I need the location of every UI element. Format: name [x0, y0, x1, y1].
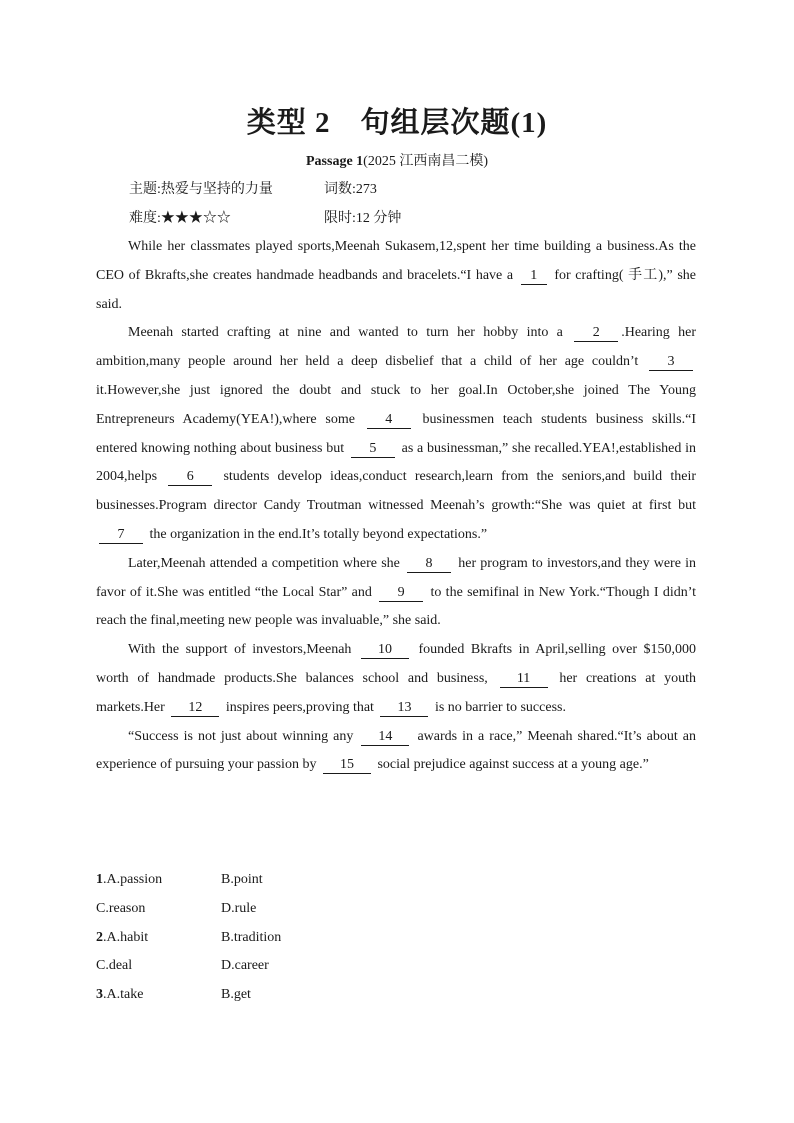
time-limit-label: 限时:	[324, 211, 356, 226]
text-run: the organization in the end.It’s totally beyond expectations.”	[149, 526, 488, 542]
option-b[interactable]: B.point	[221, 872, 263, 887]
text-run: founded Bkrafts in April,selling over $150,000 worth of handmade products.She balances school and business,	[96, 642, 697, 686]
option-b[interactable]: B.get	[221, 987, 251, 1003]
text-run: awards in a race,” Meenah shared.“It’s about an experience of pursuing your passion by	[96, 728, 696, 773]
time-limit-value: 12 分钟	[355, 211, 402, 226]
text-run: as a businessman,” she recalled.YEA!,established in 2004,helps	[96, 440, 696, 485]
option-c[interactable]: C.deal	[96, 958, 133, 974]
question-2-row-ab	[96, 924, 282, 953]
text-run: students develop ideas,conduct research,learn from the seniors,and build their businesses.Program director Candy Troutman witnessed Meenah’s growth:“She was quiet at first but	[96, 469, 697, 514]
question-number: 2	[96, 929, 103, 945]
option-a[interactable]: .A.take	[103, 987, 144, 1003]
blank-3[interactable]: 3	[649, 354, 693, 371]
paragraph-2	[96, 319, 696, 549]
blank-10[interactable]: 10	[361, 642, 409, 659]
meta-row-topic	[129, 178, 377, 198]
text-run: to the semifinal in New York.“Though I didn’t reach the final,meeting new people was invaluable,” she said.	[96, 584, 697, 629]
text-run: “Success is not just about winning any	[128, 728, 354, 744]
passage-label: Passage 1	[306, 154, 364, 169]
text-run: inspires peers,proving that	[225, 699, 374, 715]
blank-4[interactable]: 4	[367, 412, 411, 429]
blank-5[interactable]: 5	[351, 441, 395, 458]
meta-row-difficulty	[129, 207, 402, 227]
option-a[interactable]: .A.passion	[103, 872, 163, 887]
blank-8[interactable]: 8	[407, 556, 451, 573]
question-1-row-ab	[96, 866, 263, 895]
text-run: is no barrier to success.	[434, 699, 566, 715]
question-2-row-cd	[96, 952, 269, 981]
text-run: it.However,she just ignored the doubt and stuck to her goal.In October,she joined The Young Entrepreneurs Academy(YEA!),where some	[96, 382, 696, 427]
blank-13[interactable]: 13	[380, 700, 428, 717]
option-d[interactable]: D.rule	[221, 900, 257, 916]
time-limit	[324, 207, 401, 227]
text-run: Meenah started crafting at nine and wanted to turn her hobby into a	[128, 325, 563, 341]
blank-7[interactable]: 7	[99, 527, 143, 544]
page-title: 类型 2 句组层次题(1)	[246, 107, 548, 139]
word-count-label: 词数:	[324, 182, 356, 197]
blank-2[interactable]: 2	[574, 325, 618, 342]
blank-11[interactable]: 11	[500, 671, 548, 688]
text-run: Later,Meenah attended a competition where she	[128, 555, 400, 571]
text-run: for crafting( 手工),” she said.	[96, 267, 697, 312]
text-run: her creations at youth markets.Her	[96, 670, 697, 715]
passage-subtitle	[0, 150, 794, 170]
difficulty-stars: ★★★☆☆	[160, 211, 231, 226]
option-c[interactable]: C.reason	[96, 900, 146, 916]
paragraph-5	[96, 723, 696, 781]
question-number: 1	[96, 872, 103, 887]
blank-1[interactable]: 1	[521, 268, 547, 285]
blank-6[interactable]: 6	[168, 469, 212, 486]
blank-9[interactable]: 9	[379, 585, 423, 602]
difficulty-label: 难度:	[129, 211, 161, 226]
topic-label: 主题:	[129, 182, 161, 197]
passage-body	[96, 233, 696, 780]
text-run: her program to investors,and they were in favor of it.She was entitled “the Local Star” and	[96, 555, 696, 600]
option-a[interactable]: .A.habit	[103, 929, 149, 945]
word-count-value: 273	[355, 182, 377, 197]
paragraph-1	[96, 233, 696, 319]
paragraph-3	[96, 550, 696, 636]
text-run: social prejudice against success at a young age.”	[377, 757, 649, 773]
answer-options	[96, 866, 282, 1010]
paragraph-4	[96, 636, 696, 722]
text-run: businessmen teach students business skills.“I entered knowing nothing about business but	[96, 411, 696, 456]
blank-15[interactable]: 15	[323, 757, 371, 774]
passage-source: (2025 江西南昌二模)	[363, 154, 488, 169]
word-count	[324, 178, 377, 198]
blank-14[interactable]: 14	[361, 729, 409, 746]
topic-value: 热爱与坚持的力量	[160, 182, 273, 197]
question-number: 3	[96, 987, 103, 1003]
question-3-row-ab	[96, 981, 251, 1010]
option-d[interactable]: D.career	[221, 958, 269, 974]
text-run: While her classmates played sports,Meenah Sukasem,12,spent her time building a business.As the CEO of Bkrafts,she creates handmade headbands and bracelets.“I have a	[96, 239, 696, 283]
text-run: .Hearing her ambition,many people around her held a deep disbelief that a child of her age couldn’t	[96, 325, 697, 370]
option-b[interactable]: B.tradition	[221, 929, 282, 945]
text-run: With the support of investors,Meenah	[128, 642, 352, 658]
blank-12[interactable]: 12	[171, 700, 219, 717]
question-1-row-cd	[96, 895, 257, 924]
